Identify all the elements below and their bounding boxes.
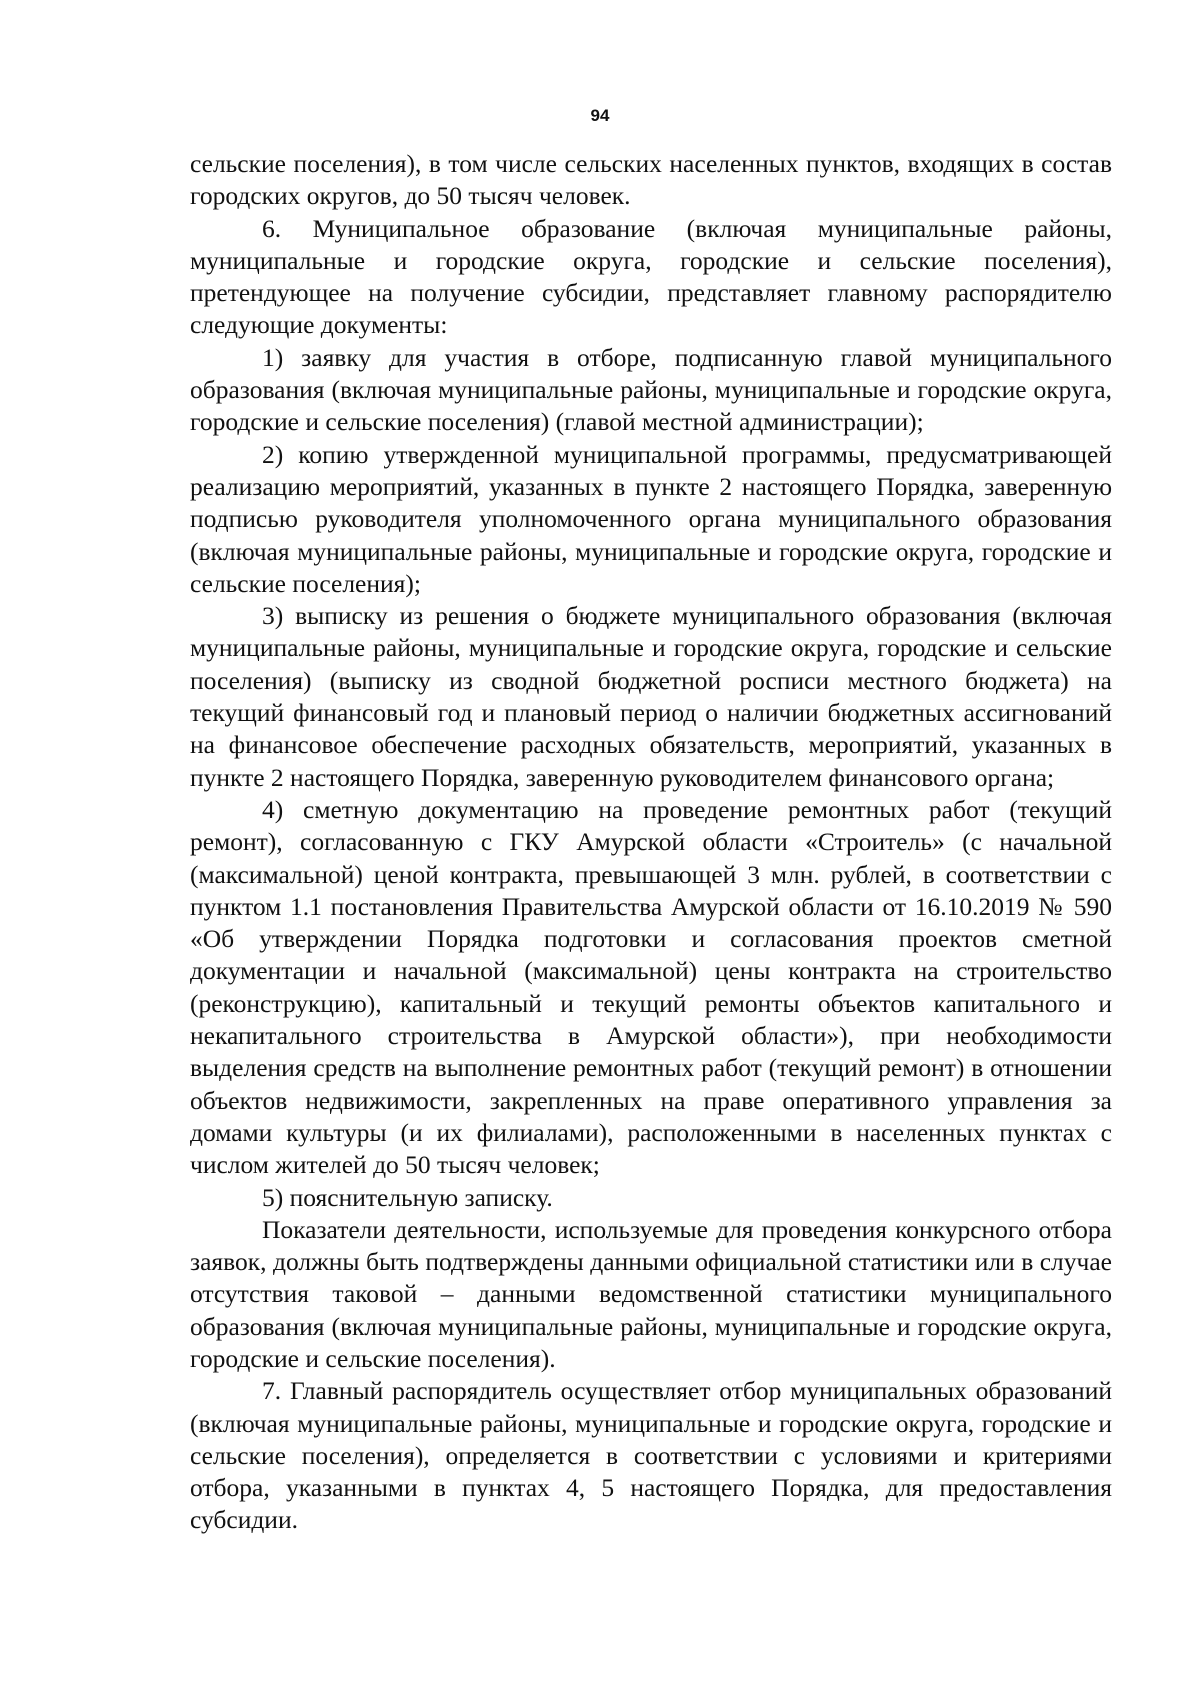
paragraph-subitem-1: 1) заявку для участия в отборе, подписанную главой муниципального образования (включая муниципальные районы, муниципальные и городские округа, городские и сельские поселения) (главой местной администрации); [190, 342, 1112, 437]
paragraph-item-6: 6. Муниципальное образование (включая муниципальные районы, муниципальные и городские округа, городские и сельские поселения), претендующее на получение субсидии, представляет главному распорядителю следующие документы: [190, 213, 1112, 340]
page-number: 94 [590, 106, 610, 125]
paragraph-subitem-3: 3) выписку из решения о бюджете муниципального образования (включая муниципальные районы, муниципальные и городские округа, городские и сельские поселения) (выписку из сводной бюджетной росписи местного бюджета) на текущий финансовый год и плановый период о наличии бюджетных ассигнований на финансовое обеспечение расходных обязательств, мероприятий, указанных в пункте 2 настоящего Порядка, заверенную руководителем финансового органа; [190, 601, 1112, 792]
document-body [190, 148, 1112, 1537]
paragraph-subitem-5: 5) пояснительную записку. [262, 1182, 553, 1212]
paragraph-subitem-2: 2) копию утвержденной муниципальной программы, предусматривающей реализацию мероприятий, указанных в пункте 2 настоящего Порядка, заверенную подписью руководителя уполномоченного органа муниципального образования (включая муниципальные районы, муниципальные и городские округа, городские и сельские поселения); [190, 439, 1112, 598]
paragraph-item-7: 7. Главный распорядитель осуществляет отбор муниципальных образований (включая муниципальные районы, муниципальные и городские округа, городские и сельские поселения), определяется в соответствии с условиями и критериями отбора, указанными в пунктах 4, 5 настоящего Порядка, для предоставления субсидии. [190, 1376, 1112, 1535]
paragraph-continuation: сельские поселения), в том числе сельских населенных пунктов, входящих в состав городских округов, до 50 тысяч человек. [190, 149, 1112, 211]
paragraph-indicators: Показатели деятельности, используемые для проведения конкурсного отбора заявок, должны быть подтверждены данными официальной статистики или в случае отсутствия таковой – данными ведомственной статистики муниципального образования (включая муниципальные районы, муниципальные и городские округа, городские и сельские поселения). [190, 1214, 1112, 1373]
paragraph-subitem-4: 4) сметную документацию на проведение ремонтных работ (текущий ремонт), согласованную с ГКУ Амурской области «Строитель» (с начальной (максимальной) ценой контракта, превышающей 3 млн. рублей, в соответствии с пунктом 1.1 постановления Правительства Амурской области от 16.10.2019 № 590 «Об утверждении Порядка подготовки и согласования проектов сметной документации и начальной (максимальной) цены контракта на строительство (реконструкцию), капитальный и текущий ремонты объектов капитального и некапитального строительства в Амурской области»), при необходимости выделения средств на выполнение ремонтных работ (текущий ремонт) в отношении объектов недвижимости, закрепленных на праве оперативного управления за домами культуры (и их филиалами), расположенными в населенных пунктах с числом жителей до 50 тысяч человек; [190, 794, 1112, 1180]
